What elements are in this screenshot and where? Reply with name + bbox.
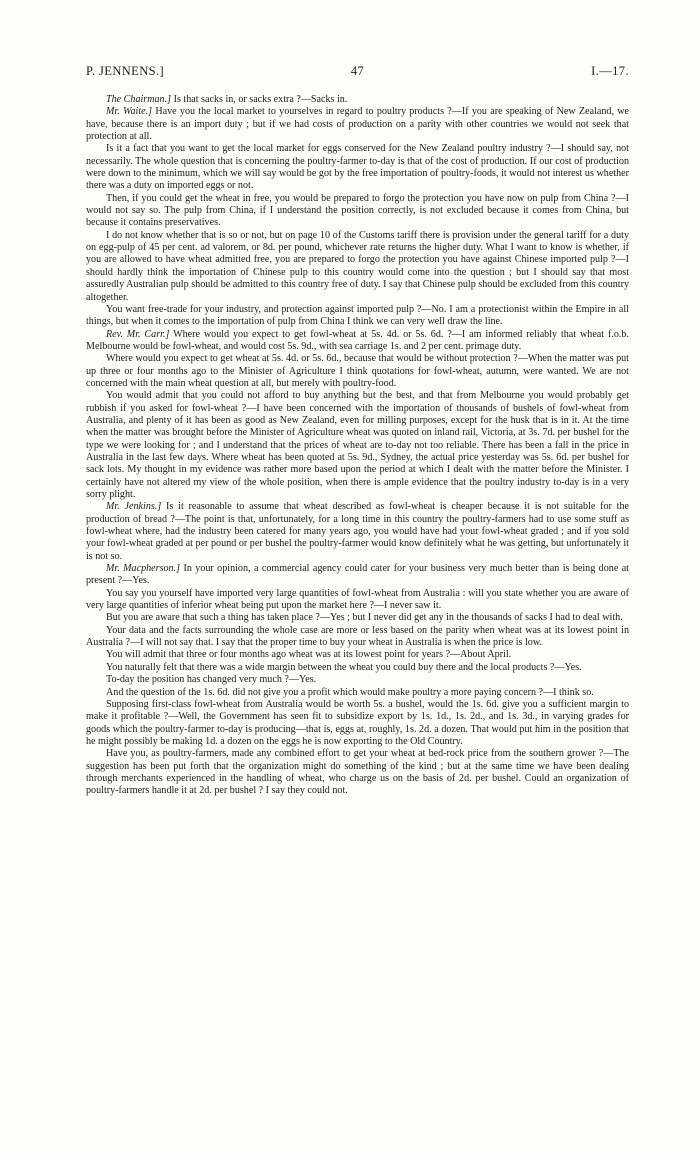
paragraph-text: You will admit that three or four months ago wheat was at its lowest point for years ?—About April. xyxy=(106,649,512,661)
document-body xyxy=(86,94,629,798)
paragraph xyxy=(86,193,629,230)
paragraph xyxy=(86,106,629,143)
paragraph xyxy=(86,674,629,686)
header-witness-name: P. JENNENS.] xyxy=(86,64,165,78)
paragraph xyxy=(86,563,629,588)
speaker-label: Mr. Macpherson.] xyxy=(106,563,181,575)
paragraph xyxy=(86,501,629,563)
paragraph-text: Is it reasonable to assume that wheat described as fowl-wheat is cheaper because it is not suitable for the production of bread ?—The point is that, unfortunately, for a long time in this country the poultry-farmers had to use some stuff as fowl-wheat where, had the industry been catered for many years ago, you would have had your fowl-wheat graded ; and if you sold your fowl-wheat graded at per pound or per bushel the poultry-farmer would know definitely what he was getting, but unfortunately it is not so. xyxy=(86,501,630,562)
paragraph-text: Have you, as poultry-farmers, made any combined effort to get your wheat at bed-rock price from the southern grower ?—The suggestion has been put forth that the organization might do something of the kind ; but at the same time we have been dealing through merchants experienced in the handling of wheat, who charge us on the basis of 2d. per bushel. Could an organization of poultry-farmers handle it at 2d. per bushel ? I say they could not. xyxy=(86,748,629,797)
speaker-label: The Chairman.] xyxy=(106,94,172,105)
speaker-label: Mr. Waite.] xyxy=(106,106,153,118)
paragraph-text: But you are aware that such a thing has taken place ?—Yes ; but I never did get any in the thousands of sacks I had to deal with. xyxy=(106,612,623,624)
paragraph xyxy=(86,329,629,354)
paragraph xyxy=(86,230,629,304)
paragraph xyxy=(86,625,629,650)
page-number: 47 xyxy=(350,64,365,78)
paragraph-text: You would admit that you could not afford to buy anything but the best, and that from Melbourne you would probably get rubbish if you asked for fowl-wheat ?—I have been concerned with the importation of thousands of bushels of fowl-wheat from Australia, and plenty of it has been as good as New Zealand, even for milling purposes, except for the husk that is in it. At the time when the matter was brought before the Minister of Agriculture wheat was quoted on inland rail, Victoria, at 3s. 7d. per bushel for the type we were looking for ; and I understand that the prices of wheat are to-day not too reliable. There has been a fall in the price in Australia in the last few days. Where wheat has been quoted at 5s. 9d., Sydney, the actual price yesterday was 5s. 6d. per bushel for sack lots. My thought in my evidence was rather more based upon the period at which I dealt with the matter before the Minister. I certainly have not altered my view of the whole position, when there is ample evidence that the poultry industry to-day is in a very sorry plight. xyxy=(86,390,629,500)
document-reference: I.—17. xyxy=(591,64,629,78)
paragraph-text: And the question of the 1s. 6d. did not give you a profit which would make poultry a more paying concern ?—I think so. xyxy=(106,686,594,698)
paragraph xyxy=(86,649,629,661)
paragraph-text: I do not know whether that is so or not, but on page 10 of the Customs tariff there is provision under the general tariff for a duty on egg-pulp of 45 per cent. ad valorem, or 8d. per pound, whichever rate returns the higher duty. What I want to know is whether, if you are allowed to have wheat admitted free, you are prepared to forgo the protection you have against Chinese imported pulp ?—I should hardly think the importation of Chinese pulp to this country would come into the question ; but I should say that most assuredly Australian pulp should be admitted to this country free of duty. I say that Chinese pulp should be excluded from this country altogether. xyxy=(86,229,629,303)
paragraph-text: You want free-trade for your industry, and protection against imported pulp ?—No. I am a protectionist within the Empire in all things, but when it comes to the importation of pulp from China I think we can very well draw the line. xyxy=(86,303,629,328)
paragraph xyxy=(86,353,629,390)
paragraph xyxy=(86,304,629,329)
paragraph-text: Where would you expect to get fowl-wheat at 5s. 4d. or 5s. 6d. ?—I am informed reliably that wheat f.o.b. Melbourne would be fowl-wheat, and would cost 5s. 9d., with sea carriage 1s. and 2 per cent. primage duty. xyxy=(86,328,629,352)
paragraph-text: In your opinion, a commercial agency could cater for your business very much better than is being done at present ?—Yes. xyxy=(86,563,629,587)
paragraph-text: Is that sacks in, or sacks extra ?—Sacks in. xyxy=(171,94,348,105)
paragraph-text: To-day the position has changed very much ?—Yes. xyxy=(106,674,317,686)
paragraph xyxy=(86,94,629,106)
paragraph-text: Supposing first-class fowl-wheat from Australia would be worth 5s. a bushel, would the 1s. 6d. give you a sufficient margin to make it profitable ?—Well, the Government has seen fit to subsidize export by 1s. 1d., 1s. 2d., and 1s. 3d., in varying grades for goods which the poultry-farmer to-day is producing—that is, eggs at, roughly, 1s. 2d. a dozen. That would put him in the position that he might possibly be making 1d. a dozen on the eggs he is now exporting to the Old Country. xyxy=(86,698,629,747)
paragraph xyxy=(86,143,629,192)
page-header xyxy=(86,64,629,82)
speaker-label: Mr. Jenkins.] xyxy=(106,501,162,513)
paragraph-text: Then, if you could get the wheat in free, you would be prepared to forgo the protection you have now on pulp from China ?—I would not say so. The pulp from China, if I understand the position correctly, is not excluded because it comes from China, but because it contains preservatives. xyxy=(86,192,629,229)
paragraph xyxy=(86,687,629,699)
paragraph-text: You naturally felt that there was a wide margin between the wheat you could buy there and the local products ?—Yes. xyxy=(106,661,582,673)
paragraph xyxy=(86,662,629,674)
paragraph-text: Your data and the facts surrounding the whole case are more or less based on the parity when wheat was at its lowest point in Australia ?—I will not say that. I say that the proper time to buy your wheat in Australia is when the price is low. xyxy=(86,624,629,649)
paragraph xyxy=(86,588,629,613)
paragraph-text: Is it a fact that you want to get the local market for eggs conserved for the New Zealand poultry industry ?—I should say, not necessarily. The whole question that is concerning the poultry-farmer to-day is that of the cost of production. If our cost of production were down to the minimum, which we will say would be got by the free importation of poultry-foods, it would not interest us whether there was a duty on imported eggs or not. xyxy=(86,143,629,192)
paragraph xyxy=(86,390,629,501)
paragraph-text: Where would you expect to get wheat at 5s. 4d. or 5s. 6d., because that would be without protection ?—When the matter was put up three or four months ago to the Minister of Agriculture I think quotations for fowl-wheat, autumn, were wanted. We are not concerned with the main wheat question at all, but merely with poultry-food. xyxy=(86,353,629,389)
paragraph xyxy=(86,612,629,624)
paragraph-text: You say you yourself have imported very large quantities of fowl-wheat from Australia : will you state whether you are aware of very large quantities of inferior wheat being put upon the market here ?—I never saw it. xyxy=(86,587,629,612)
paragraph-text: Have you the local market to yourselves in regard to poultry products ?—If you are speaking of New Zealand, we have, because there is an import duty ; but if we had costs of production on a parity with other countries we would not seek that protection at all. xyxy=(86,106,629,143)
paragraph xyxy=(86,748,629,797)
speaker-label: Rev. Mr. Carr.] xyxy=(106,328,170,340)
paragraph xyxy=(86,699,629,748)
